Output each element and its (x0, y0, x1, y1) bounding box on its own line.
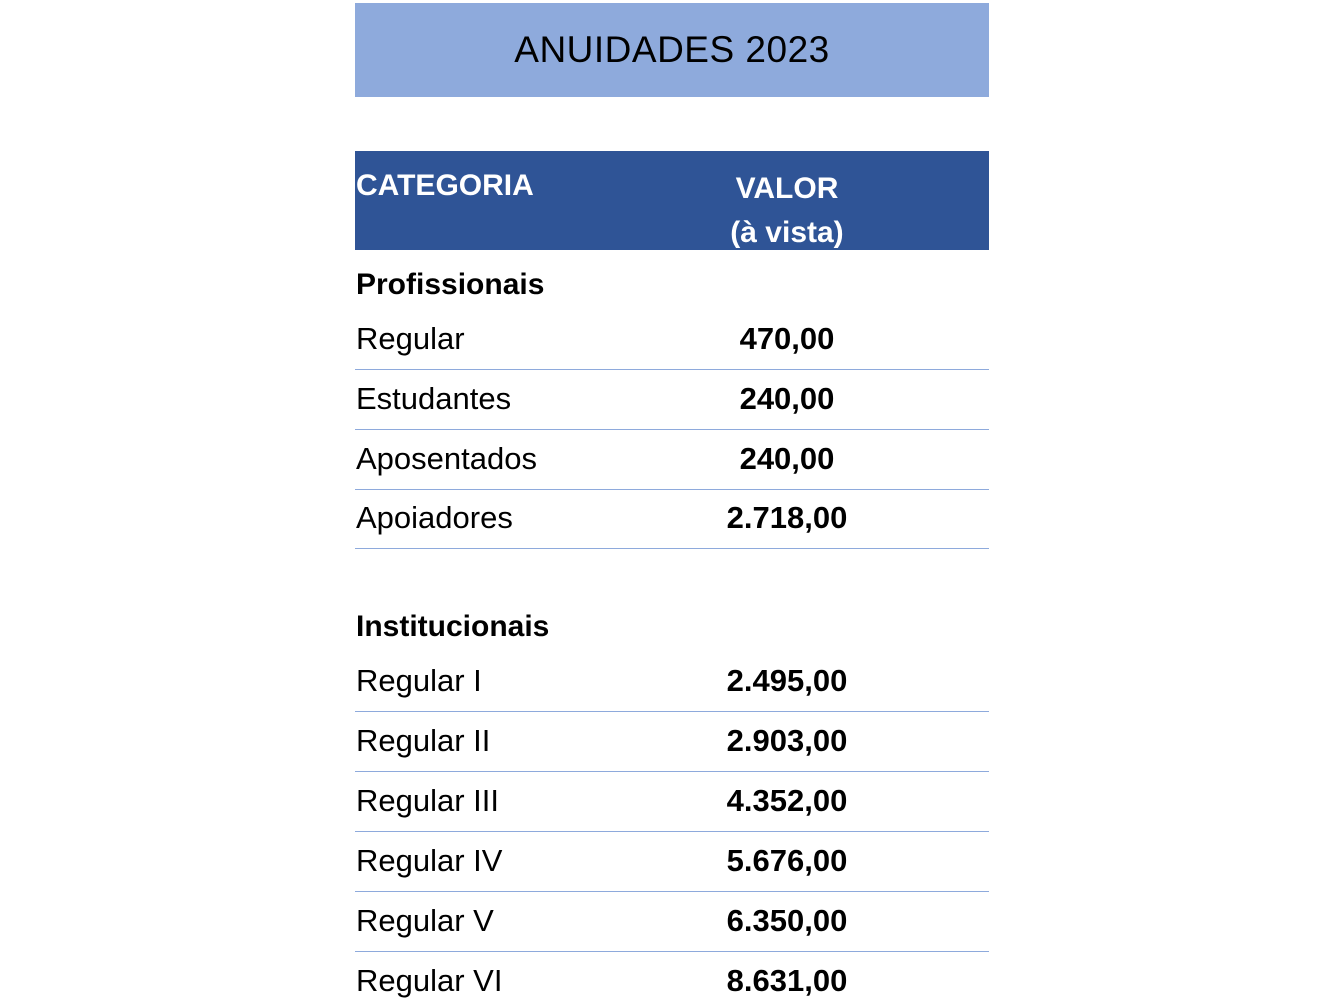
row-label: Regular IV (356, 843, 503, 878)
row-label: Apoiadores (356, 500, 513, 535)
header-value-line2: (à vista) (730, 216, 844, 249)
row-value: 8.631,00 (726, 963, 848, 998)
table-row (355, 712, 989, 772)
row-label: Regular (356, 321, 465, 356)
table-row (355, 652, 989, 712)
header-category: CATEGORIA (356, 169, 534, 202)
row-value: 2.495,00 (726, 663, 848, 698)
row-label: Regular III (356, 783, 500, 818)
page-title (355, 3, 989, 97)
table-header (355, 151, 989, 250)
row-value: 240,00 (739, 441, 835, 476)
section-title-profissionais: Profissionais (356, 268, 545, 301)
row-value: 2.718,00 (726, 500, 848, 535)
table-row (355, 489, 989, 549)
row-value: 2.903,00 (726, 723, 848, 758)
row-label: Regular VI (356, 963, 503, 998)
row-label: Regular I (356, 663, 482, 698)
row-value: 5.676,00 (726, 843, 848, 878)
header-value-line1: VALOR (735, 172, 839, 205)
table-row (355, 952, 989, 1008)
table-row (355, 430, 989, 490)
table-row (355, 310, 989, 370)
page-title-text: ANUIDADES 2023 (514, 29, 830, 70)
section-title-institucionais: Institucionais (356, 610, 550, 643)
table-row (355, 772, 989, 832)
row-value: 240,00 (739, 381, 835, 416)
row-label: Regular II (356, 723, 491, 758)
row-label: Regular V (356, 903, 494, 938)
table-row (355, 370, 989, 430)
table-row (355, 832, 989, 892)
row-value: 4.352,00 (726, 783, 848, 818)
row-label: Aposentados (356, 441, 537, 476)
header-value (587, 167, 987, 255)
table-row (355, 892, 989, 952)
row-value: 6.350,00 (726, 903, 848, 938)
row-value: 470,00 (739, 321, 835, 356)
row-label: Estudantes (356, 381, 512, 416)
